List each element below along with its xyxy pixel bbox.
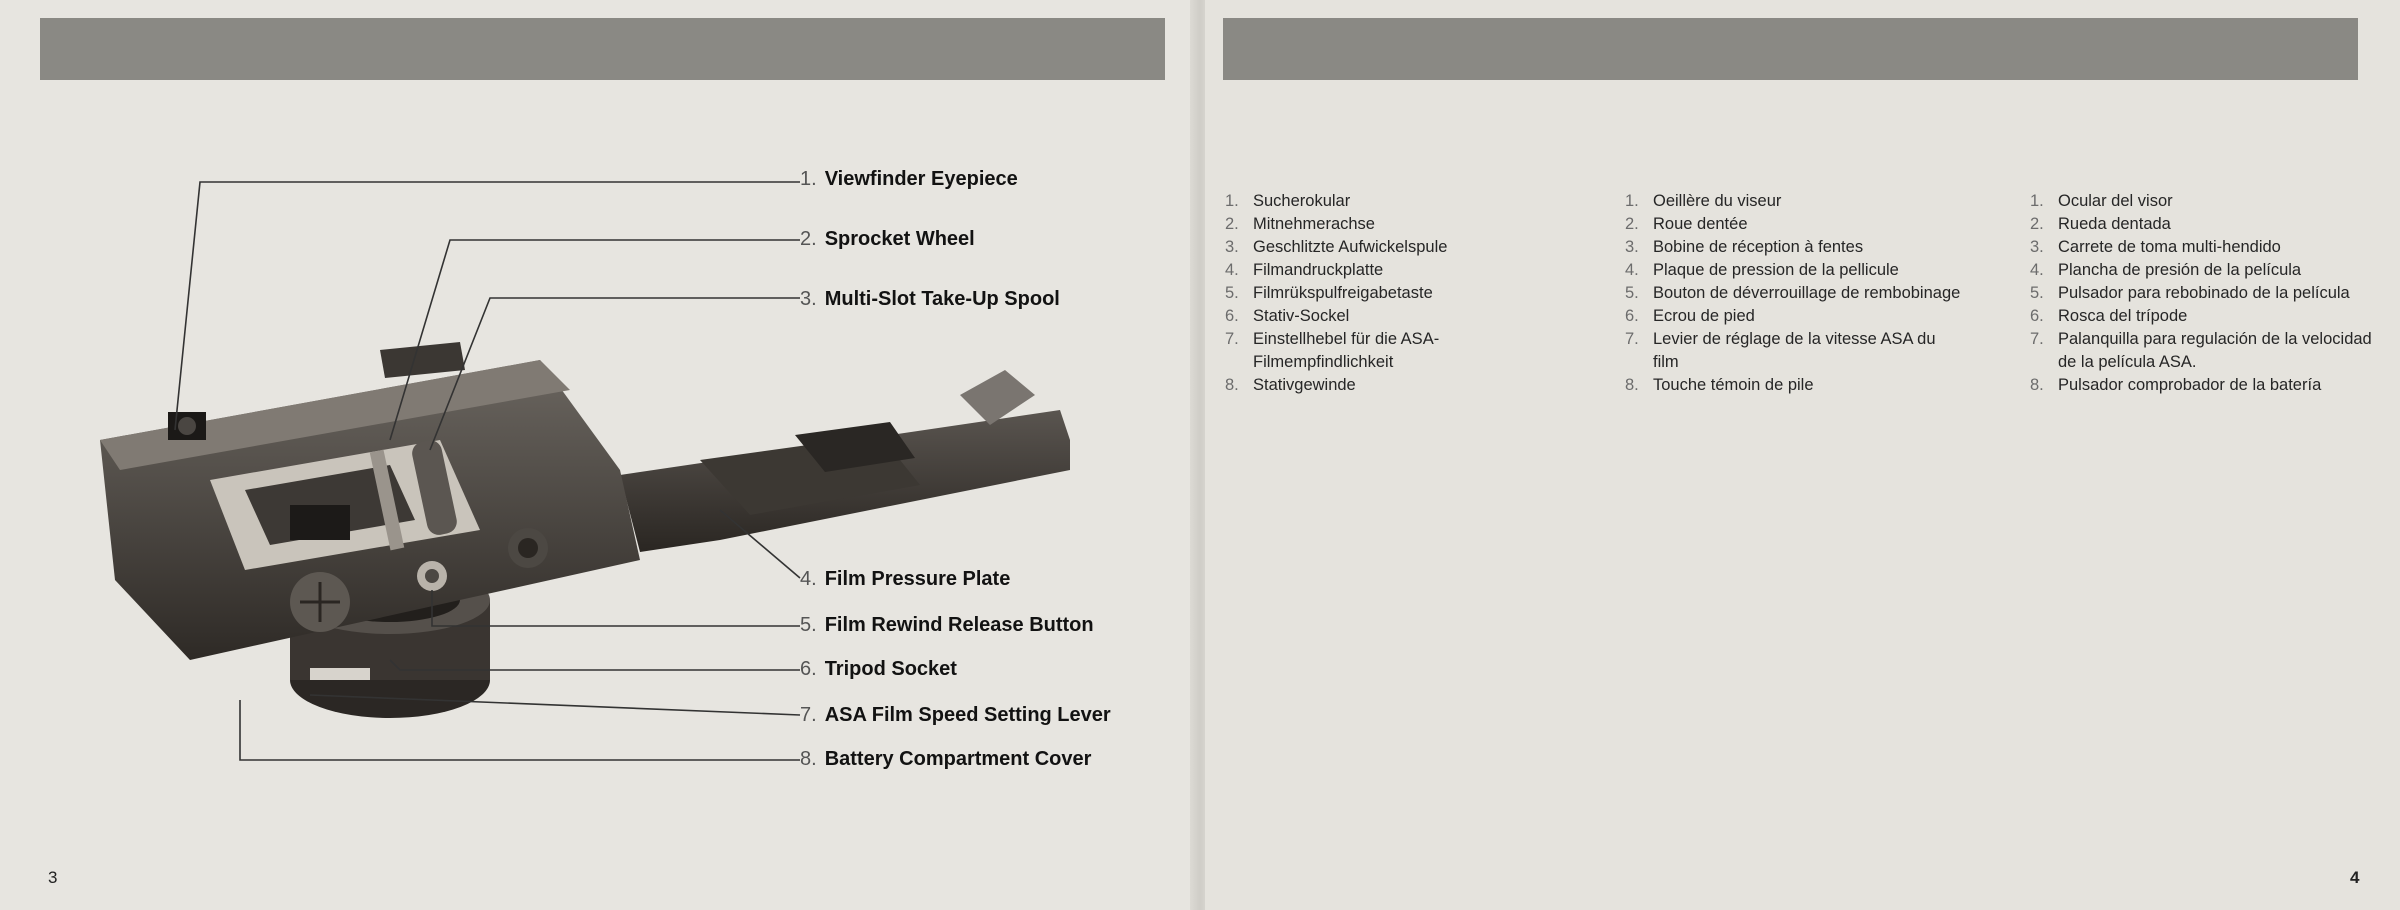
legend-item: 4. Filmandruckplatte bbox=[1225, 261, 1384, 279]
legend-item: 3. Geschlitzte Aufwickelspule bbox=[1225, 238, 1448, 256]
legend-item: 8. Stativgewinde bbox=[1225, 376, 1356, 394]
legend-item: 5. Pulsador para rebobinado de la película bbox=[2030, 284, 2350, 302]
camera-body bbox=[100, 342, 640, 660]
callout-6: 6. Tripod Socket bbox=[800, 658, 957, 680]
right-header-bar bbox=[1223, 18, 2358, 80]
left-header-bar bbox=[40, 18, 1165, 80]
legend-german bbox=[1225, 190, 1575, 397]
page-number-right: 4 bbox=[2350, 868, 2360, 887]
camera-figure bbox=[60, 140, 1180, 780]
callout-5: 5. Film Rewind Release Button bbox=[800, 614, 1094, 636]
camera-back-door bbox=[620, 370, 1070, 552]
callout-1: 1. Viewfinder Eyepiece bbox=[800, 168, 1018, 190]
legend-french bbox=[1625, 190, 1965, 397]
legend-item: 8. Touche témoin de pile bbox=[1625, 376, 1814, 394]
callout-4: 4. Film Pressure Plate bbox=[800, 568, 1011, 590]
callout-8: 8. Battery Compartment Cover bbox=[800, 748, 1092, 770]
legend-item: 5. Filmrükspulfreigabetaste bbox=[1225, 284, 1433, 302]
legend-item: 2. Roue dentée bbox=[1625, 215, 1748, 233]
legend-item: 6. Ecrou de pied bbox=[1625, 307, 1755, 325]
legend-item: 6. Stativ-Sockel bbox=[1225, 307, 1350, 325]
legend-item: 7. Einstellhebel für die ASA-Filmempfindlichkeit bbox=[1225, 330, 1440, 371]
legend-item: 2. Rueda dentada bbox=[2030, 215, 2171, 233]
right-page bbox=[1205, 0, 2400, 910]
leader-line-8 bbox=[240, 700, 800, 760]
legend-item: 4. Plaque de pression de la pellicule bbox=[1625, 261, 1899, 279]
legend-item: 1. Ocular del visor bbox=[2030, 192, 2173, 210]
legend-item: 2. Mitnehmerachse bbox=[1225, 215, 1375, 233]
legend-item: 7. Levier de réglage de la vitesse ASA du film bbox=[1625, 330, 1936, 371]
callout-7: 7. ASA Film Speed Setting Lever bbox=[800, 704, 1111, 726]
callout-2: 2. Sprocket Wheel bbox=[800, 228, 975, 250]
legend-item: 5. Bouton de déverrouillage de rembobinage bbox=[1625, 284, 1961, 302]
legend-item: 4. Plancha de presión de la película bbox=[2030, 261, 2302, 279]
callout-3: 3. Multi-Slot Take-Up Spool bbox=[800, 288, 1060, 310]
legend-item: 1. Oeillère du viseur bbox=[1625, 192, 1782, 210]
legend-item: 3. Bobine de réception à fentes bbox=[1625, 238, 1864, 256]
legend-item: 3. Carrete de toma multi-hendido bbox=[2030, 238, 2281, 256]
legend-item: 6. Rosca del trípode bbox=[2030, 307, 2188, 325]
legend-item: 7. Palanquilla para regulación de la velocidad de la película ASA. bbox=[2030, 330, 2372, 371]
legend-item: 1. Sucherokular bbox=[1225, 192, 1351, 210]
legend-item: 8. Pulsador comprobador de la batería bbox=[2030, 376, 2322, 394]
page-number-left: 3 bbox=[48, 868, 58, 887]
legend-spanish bbox=[2030, 190, 2375, 397]
camera-illustration bbox=[60, 140, 1180, 780]
